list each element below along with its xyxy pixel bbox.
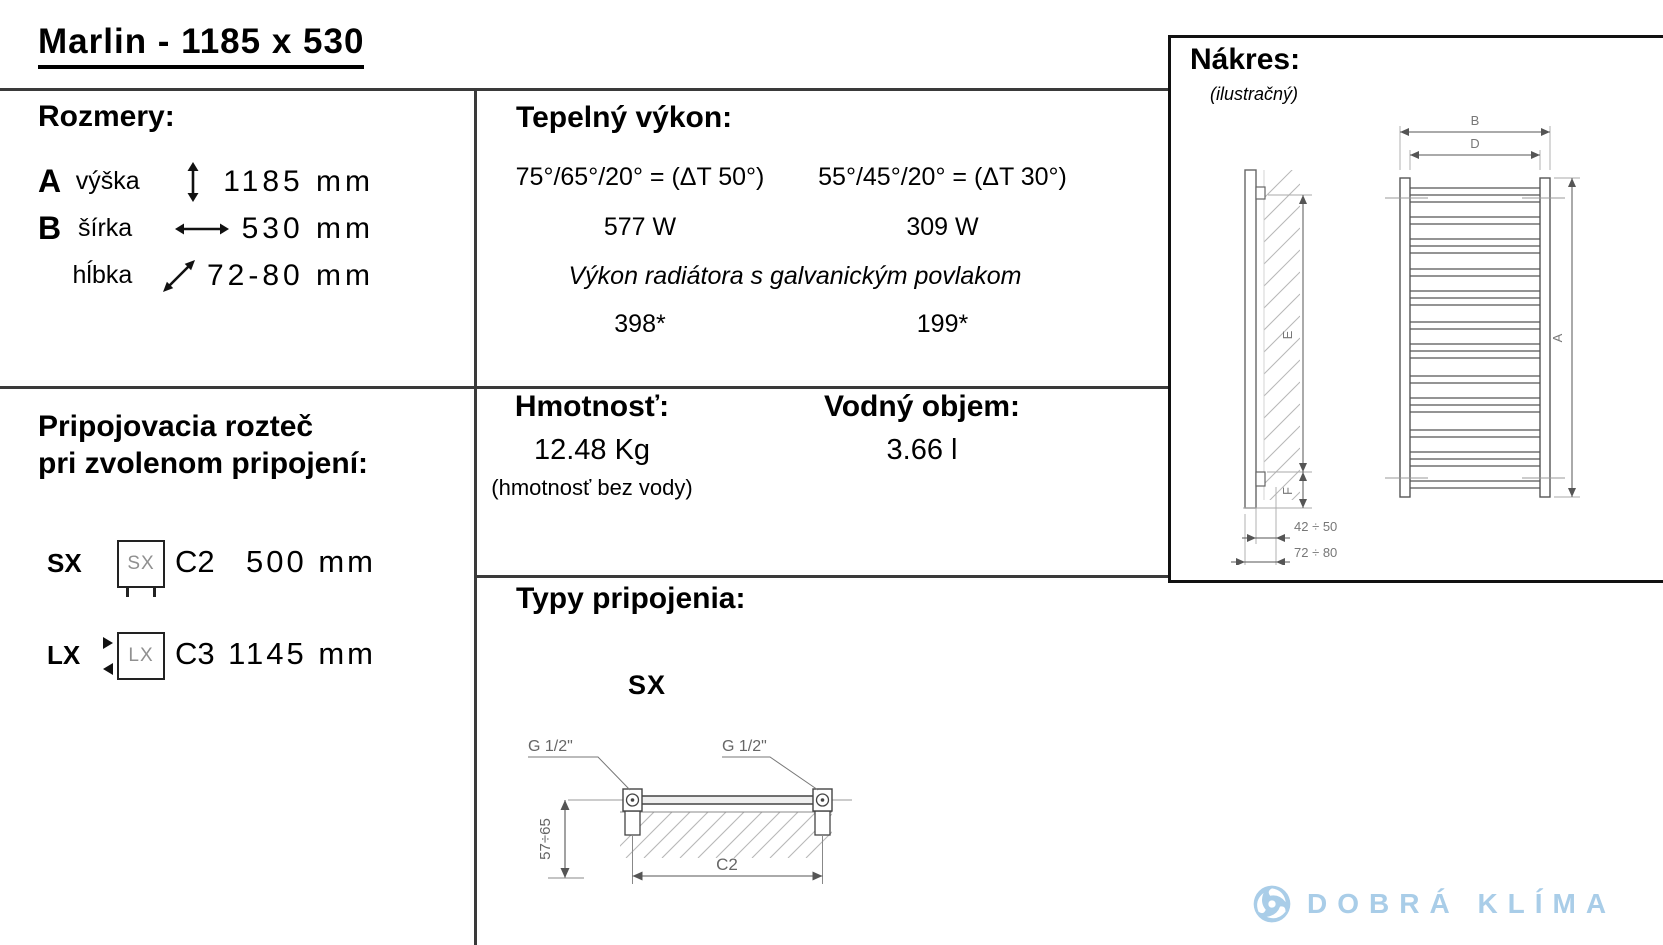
f-dim-label: F	[1280, 487, 1295, 495]
connection-types-heading: Typy pripojenia:	[516, 582, 746, 615]
dim-label-depth: hĺbka	[72, 261, 133, 289]
dim-label-height: výška	[75, 167, 140, 195]
rozmery-row-width	[38, 205, 374, 252]
thread-right-label: G 1/2"	[722, 738, 767, 755]
rozmery-table	[38, 158, 374, 299]
thermal-condition-dt50: 75°/65°/20° = (ΔT 50°)	[515, 163, 765, 191]
radiator-tubes	[1410, 188, 1540, 488]
connection-lx-code: C3	[175, 636, 215, 671]
thermal-power-dt50: 577 W	[603, 213, 677, 241]
connection-lx-symbol-label: LX	[128, 645, 154, 666]
dim-value-width: 530 mm	[241, 211, 374, 245]
lx-inlet-arrow-icon	[103, 637, 113, 649]
fitting-right-dot	[821, 798, 825, 802]
dim-label-width: šírka	[78, 214, 133, 242]
a-dim-label: A	[1550, 333, 1565, 343]
connection-sx-label: SX	[47, 548, 82, 578]
thread-right-leader	[722, 757, 818, 790]
brand-logo-text: DOBRÁ KLÍMA	[1307, 888, 1617, 919]
connection-sx-symbol	[117, 540, 165, 588]
connection-pitch-heading-line1: Pripojovacia rozteč	[38, 410, 314, 443]
nakres-heading: Nákres:	[1190, 43, 1301, 76]
span-dim-label: C2	[716, 855, 738, 874]
thread-left-leader	[528, 757, 630, 790]
water-volume-heading: Vodný objem:	[823, 390, 1021, 423]
weight-block	[472, 390, 712, 501]
rozmery-row-height	[38, 158, 374, 205]
coated-power-dt50: 398*	[614, 310, 666, 338]
wall-hatch	[1264, 162, 1300, 528]
connection-variant-label: SX	[628, 670, 667, 700]
collector-right	[1540, 178, 1550, 497]
connection-sx-code: C2	[175, 544, 215, 579]
page-title: Marlin - 1185 x 530	[38, 22, 364, 69]
connection-lx-label: LX	[47, 640, 81, 670]
bottom-tube	[638, 796, 815, 804]
valve-left	[625, 811, 640, 835]
connection-pitch-heading-line2: pri zvolenom pripojení:	[38, 447, 369, 480]
bracket-dim-label: 42 ÷ 50	[1294, 519, 1338, 534]
coated-power-dt30: 199*	[916, 310, 969, 338]
arrow-horizontal-icon	[170, 220, 234, 238]
water-volume-value: 3.66 l	[886, 434, 958, 466]
arrow-diagonal-icon	[152, 256, 207, 296]
divider-vertical	[474, 88, 477, 945]
divider-weight-bottom	[474, 575, 1168, 578]
brand-logo	[1250, 882, 1616, 926]
rozmery-heading: Rozmery:	[38, 100, 175, 133]
dim-value-depth: 72-80 mm	[206, 258, 374, 292]
nakres-drawing	[1188, 110, 1648, 565]
rozmery-row-depth	[38, 252, 374, 299]
connection-lx-value: 1145 mm	[228, 636, 376, 671]
axis-marks	[1385, 198, 1565, 478]
sx-connection-drawing	[480, 700, 920, 945]
nakres-note: (ilustračný)	[1210, 84, 1299, 104]
sx-bottom-tick-left	[126, 588, 129, 597]
collector-left	[1400, 178, 1410, 497]
valve-right	[815, 811, 830, 835]
d-dim-label: D	[1470, 136, 1480, 151]
weight-heading: Hmotnosť:	[514, 390, 670, 423]
depth-dim-label: 72 ÷ 80	[1294, 545, 1338, 560]
bracket-bottom	[1256, 472, 1265, 486]
dim-value-height: 1185 mm	[223, 164, 375, 198]
weight-note: (hmotnosť bez vody)	[491, 475, 693, 500]
connection-lx-symbol	[117, 632, 165, 680]
water-volume-block	[802, 390, 1042, 467]
radiator-side-profile	[1245, 170, 1256, 508]
thread-left-label: G 1/2"	[528, 738, 573, 755]
connection-sx-symbol-label: SX	[127, 553, 155, 574]
thermal-condition-dt30: 55°/45°/20° = (ΔT 30°)	[818, 163, 1067, 191]
lx-outlet-arrow-icon	[103, 663, 113, 675]
swirl-logo-icon	[1250, 882, 1294, 926]
thermal-power-dt30: 309 W	[906, 213, 979, 241]
connection-pitch-heading	[38, 408, 368, 482]
divider-middle	[0, 386, 1168, 389]
weight-value: 12.48 Kg	[533, 434, 651, 466]
sx-bottom-tick-right	[153, 588, 156, 597]
b-dim-label: B	[1470, 113, 1480, 128]
coated-output-note: Výkon radiátora s galvanickým povlakom	[568, 262, 1022, 290]
divider-top	[0, 88, 1168, 91]
e-dim-label: E	[1280, 330, 1295, 340]
dim-letter-b: B	[38, 210, 62, 246]
fitting-left-dot	[631, 798, 635, 802]
connection-sx-value: 500 mm	[246, 544, 376, 579]
bracket-top	[1256, 187, 1265, 199]
height-dim-label: 57÷65	[537, 818, 554, 860]
dim-letter-a: A	[38, 163, 62, 199]
arrow-vertical-icon	[163, 162, 223, 202]
thermal-output-heading: Tepelný výkon:	[516, 101, 733, 134]
